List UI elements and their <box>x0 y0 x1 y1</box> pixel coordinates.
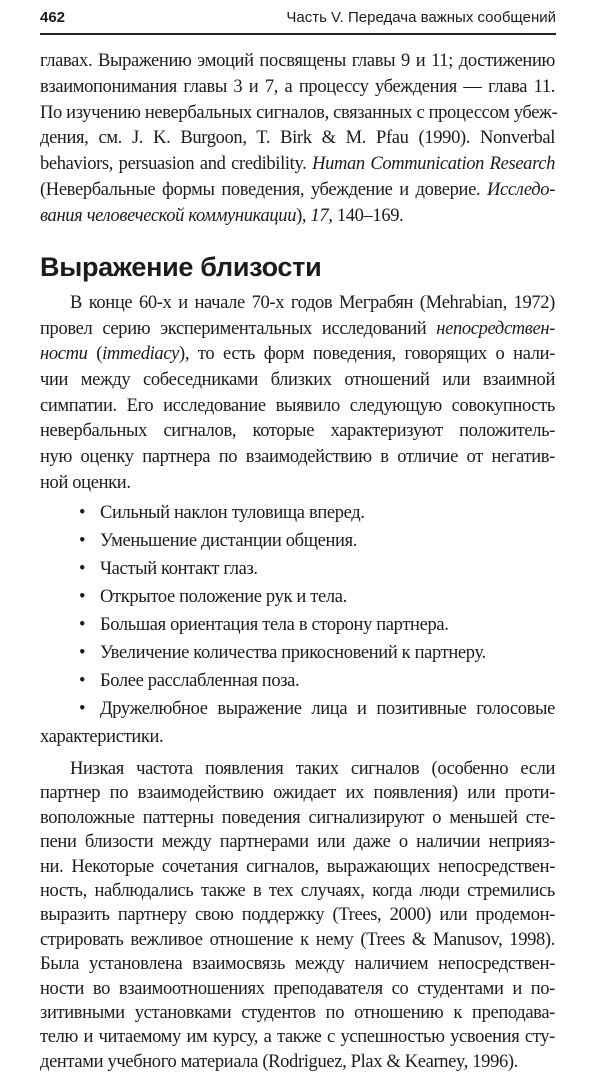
text-line <box>40 806 555 830</box>
page-header <box>40 6 556 30</box>
text-line <box>40 781 555 805</box>
text-segment: ни. Некоторые сочетания сигналов, выражающих непосредствен- <box>40 856 555 877</box>
text-line <box>40 342 555 368</box>
text-line <box>40 49 555 75</box>
text-segment: пени близости между партнерами или даже о наличии неприяз- <box>40 832 555 853</box>
bullet-icon: • <box>79 671 86 691</box>
text-segment: ную оценку партнера по взаимодействию в отличие от негатив- <box>40 447 555 468</box>
italic-text: 17, <box>310 205 333 226</box>
page-number: 462 <box>40 9 66 26</box>
section-heading: Выражение близости <box>40 252 322 282</box>
text-segment: ность, наблюдались также в тех случаях, когда люди стремились <box>40 880 555 901</box>
text-segment: behaviors, persuasion and credibility. <box>40 154 313 175</box>
header-rule <box>40 33 556 35</box>
text-segment: партнер по взаимодействию ожидает их появления) или проти- <box>40 783 555 804</box>
text-line <box>40 419 555 445</box>
text-segment: ности во взаимоотношениях преподавателя со студентами и по- <box>40 978 555 999</box>
text-line <box>40 879 555 903</box>
list-item-text: Частый контакт глаз. <box>100 559 258 579</box>
list-item <box>40 639 555 667</box>
bullet-icon: • <box>79 587 86 607</box>
text-line <box>40 291 555 317</box>
italic-text: ности <box>40 344 88 365</box>
list-item-text: характеристики. <box>40 727 164 747</box>
text-segment: 140–169. <box>332 205 404 226</box>
text-segment: невербальных сигналов, которые характеризуют положитель- <box>40 421 555 442</box>
text-line <box>40 977 555 1001</box>
text-line <box>40 75 555 101</box>
text-segment: выразить партнеру свою поддержку (Trees, 2000) или продемон- <box>40 905 555 926</box>
italic-text: immediacy <box>102 344 180 365</box>
list-item-text: Более расслабленная поза. <box>100 671 300 691</box>
text-segment: Низкая частота появления таких сигналов (особенно если <box>70 759 555 779</box>
text-line <box>40 101 558 127</box>
bullet-icon: • <box>79 559 86 579</box>
text-segment: взаимопонимания главы 3 и 7, а процессу убеждения — глава 11. <box>40 76 555 97</box>
text-line <box>40 1050 555 1074</box>
list-item <box>40 667 555 695</box>
running-title: Часть V. Передача важных сообщений <box>286 9 556 26</box>
list-item <box>40 527 555 555</box>
text-segment: ( <box>87 344 103 365</box>
text-line <box>40 204 555 230</box>
italic-text: Human Communication Research <box>312 154 556 175</box>
list-item <box>40 611 555 639</box>
list-item-text: Открытое положение рук и тела. <box>100 587 347 607</box>
list-item-text: Увеличение количества прикосновений к партнеру. <box>100 643 486 663</box>
text-line <box>40 394 555 420</box>
bullet-icon: • <box>79 615 86 635</box>
bullet-icon: • <box>79 643 86 663</box>
text-segment: Была установлена взаимосвязь между наличием непосредствен- <box>40 954 555 975</box>
list-item <box>40 499 555 527</box>
paragraph-intro <box>40 291 555 497</box>
text-segment: зитивными установками студентов по отношению к преподава- <box>40 1002 555 1023</box>
text-line <box>40 368 555 394</box>
text-segment: воположные паттерны поведения сигнализируют о меньшей сте- <box>40 807 555 828</box>
text-segment: ной оценки. <box>40 472 131 493</box>
list-item-text: Сильный наклон туловища вперед. <box>100 503 365 523</box>
italic-text: Исследо- <box>486 179 555 200</box>
text-line <box>40 1025 555 1049</box>
text-line <box>40 723 555 751</box>
bullet-icon: • <box>79 531 86 551</box>
text-line <box>40 152 555 178</box>
italic-text: непосредствен- <box>436 318 555 339</box>
text-line <box>40 903 555 927</box>
text-segment: симпатии. Его исследование выявило следующую совокупность <box>40 395 555 416</box>
italic-text: вания человеческой коммуникации <box>40 205 297 226</box>
bullet-icon: • <box>79 699 86 719</box>
text-segment: ), <box>296 205 311 226</box>
text-segment: (Невербальные формы поведения, убеждение и доверие. <box>40 179 487 200</box>
list-item <box>40 555 555 583</box>
text-segment: В конце 60-х и начале 70-х годов Меграбян (Mehrabian, 1972) <box>70 293 555 313</box>
text-line <box>40 126 555 152</box>
text-segment: главах. Выражению эмоций посвящены главы 9 и 11; достижению <box>40 51 555 71</box>
text-line <box>40 757 555 781</box>
list-item <box>40 695 555 723</box>
text-line <box>40 445 555 471</box>
text-line <box>40 830 555 854</box>
bullet-list <box>40 499 555 751</box>
text-segment: провел серию экспериментальных исследований <box>40 318 437 339</box>
text-line <box>40 1001 555 1025</box>
text-segment: дения, см. J. K. Burgoon, T. Birk & M. Pfau (1990). Nonverbal <box>40 128 555 149</box>
text-line <box>40 317 555 343</box>
list-item-text: Уменьшение дистанции общения. <box>100 531 357 551</box>
list-item <box>40 583 555 611</box>
bullet-icon: • <box>79 503 86 523</box>
text-segment: чии между собеседниками близких отношений или взаимной <box>40 370 555 391</box>
text-segment: дентами учебного материала (Rodriguez, Plax & Kearney, 1996). <box>40 1051 518 1072</box>
list-item-text: Большая ориентация тела в сторону партнера. <box>100 615 449 635</box>
text-line <box>40 471 555 497</box>
paragraph-conclusion <box>40 757 555 1074</box>
text-line <box>40 952 555 976</box>
text-segment: По изучению невербальных сигналов, связанных с процессом убеж- <box>40 102 558 123</box>
text-line <box>40 178 555 204</box>
text-segment: телю и читаемому им курсу, а также с успешностью усвоения сту- <box>40 1027 555 1048</box>
paragraph-footnote-continuation <box>40 49 558 230</box>
text-segment: ), то есть форм поведения, говорящих о нали- <box>179 344 555 365</box>
text-line <box>40 855 555 879</box>
list-item-text: Дружелюбное выражение лица и позитивные голосовые <box>100 699 555 719</box>
text-line <box>40 928 555 952</box>
text-segment: стрировать вежливое отношение к нему (Trees & Manusov, 1998). <box>40 929 555 950</box>
